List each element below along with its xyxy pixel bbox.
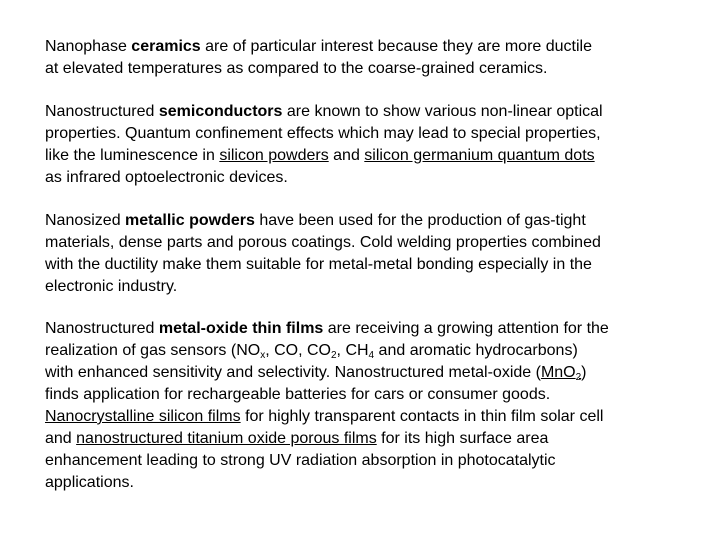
text-run: for highly transparent contacts in thin film solar cell — [240, 408, 604, 425]
text-run: ) — [581, 364, 587, 381]
text-line: applications. — [45, 474, 134, 491]
text-line — [45, 36, 695, 58]
text-line: materials, dense parts and porous coatings. Cold welding properties combined — [45, 234, 601, 251]
underlined-silicon-powders: silicon powders — [219, 147, 329, 164]
text-run: Nanophase — [45, 38, 132, 55]
text-line — [45, 145, 695, 167]
text-line: as infrared optoelectronic devices. — [45, 169, 288, 186]
subscript: x — [260, 350, 266, 361]
term-metal-oxide-thin-films: metal-oxide thin films — [158, 320, 324, 337]
text-run: , CO, CO — [265, 342, 331, 359]
text-run: are of particular interest because they are more ductile — [200, 38, 592, 55]
underlined-nanocrystalline-silicon-films: Nanocrystalline silicon films — [45, 408, 241, 425]
underlined-quantum-dots: silicon germanium quantum dots — [364, 147, 595, 164]
text-run: Nanostructured — [45, 320, 159, 337]
text-line — [45, 210, 695, 232]
text-run: with enhanced sensitivity and selectivity. Nanostructured metal-oxide ( — [45, 364, 541, 381]
text-line: with the ductility make them suitable for metal-metal bonding especially in the — [45, 256, 592, 273]
text-run: MnO — [540, 364, 576, 381]
paragraph-metal-oxide-films — [45, 318, 695, 494]
underlined-mno2 — [541, 364, 581, 381]
text-run: for its high surface area — [376, 430, 549, 447]
subscript: 4 — [368, 350, 375, 361]
paragraph-ceramics — [45, 36, 695, 80]
text-run: Nanostructured — [45, 103, 159, 120]
text-line: electronic industry. — [45, 278, 178, 295]
text-line — [45, 406, 695, 428]
text-line — [45, 318, 695, 340]
text-run: like the luminescence in — [45, 147, 220, 164]
text-run: and — [45, 430, 77, 447]
text-run: and — [328, 147, 365, 164]
text-run: Nanosized — [45, 212, 126, 229]
paragraph-metallic-powders — [45, 210, 695, 298]
text-run: and aromatic hydrocarbons) — [374, 342, 578, 359]
text-run: , CH — [336, 342, 369, 359]
term-metallic-powders: metallic powders — [125, 212, 255, 229]
text-run: realization of gas sensors (NO — [45, 342, 261, 359]
text-line: properties. Quantum confinement effects which may lead to special properties, — [45, 125, 601, 142]
term-ceramics: ceramics — [131, 38, 201, 55]
text-line — [45, 101, 695, 123]
paragraph-semiconductors — [45, 101, 695, 189]
text-run: have been used for the production of gas-tight — [254, 212, 586, 229]
text-line — [45, 428, 695, 450]
text-line: finds application for rechargeable batteries for cars or consumer goods. — [45, 386, 551, 403]
text-line: at elevated temperatures as compared to the coarse-grained ceramics. — [45, 60, 548, 77]
term-semiconductors: semiconductors — [158, 103, 283, 120]
text-run: are known to show various non-linear optical — [282, 103, 603, 120]
text-run: are receiving a growing attention for the — [323, 320, 609, 337]
text-line — [45, 340, 695, 362]
subscript: 2 — [330, 350, 337, 361]
text-line — [45, 362, 695, 384]
text-line: enhancement leading to strong UV radiation absorption in photocatalytic — [45, 452, 556, 469]
underlined-titanium-oxide-films: nanostructured titanium oxide porous films — [76, 430, 377, 447]
subscript: 2 — [575, 372, 582, 383]
